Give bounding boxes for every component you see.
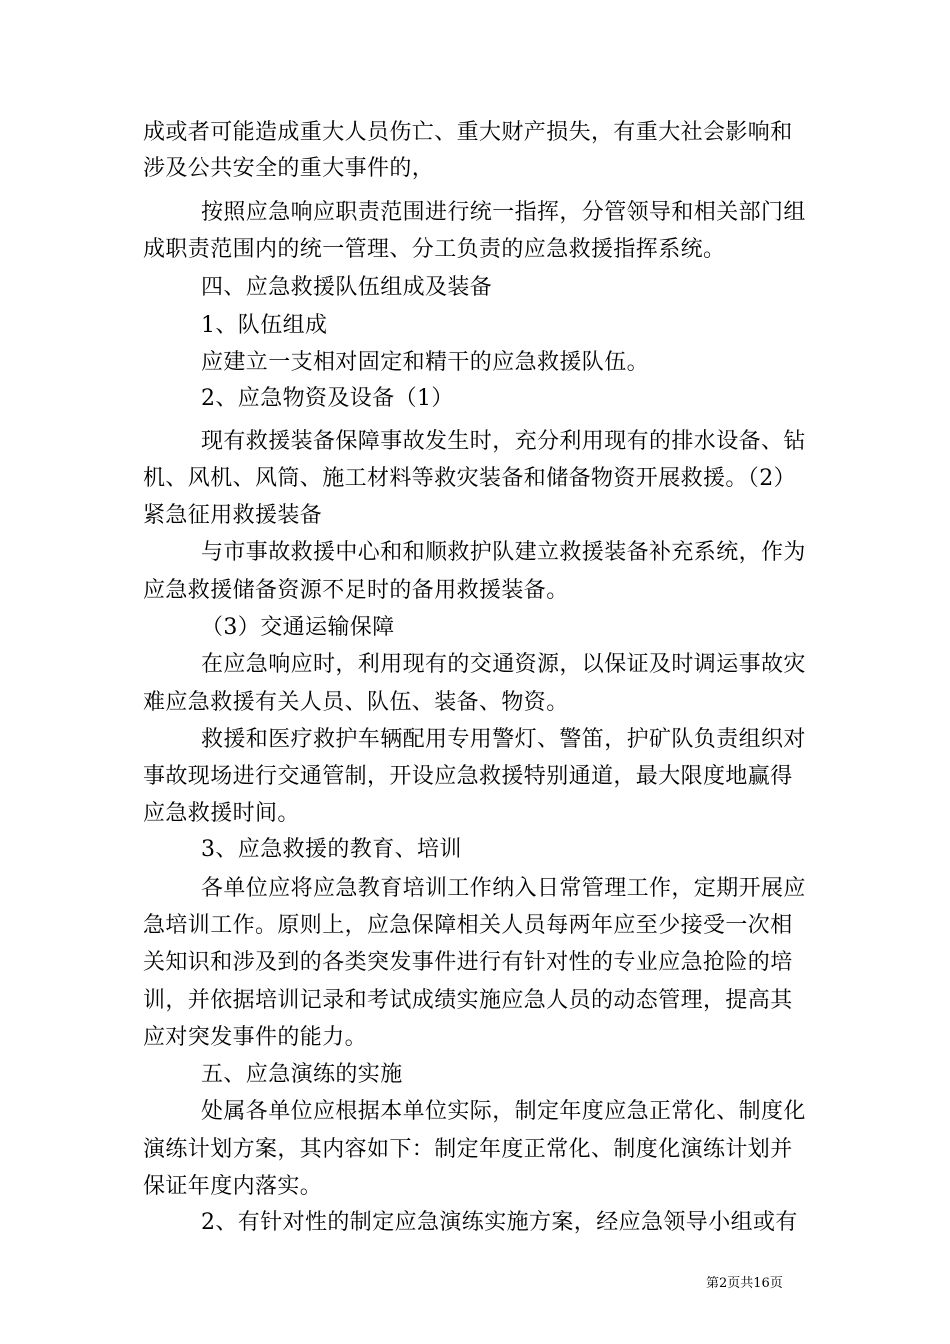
text-line: 事故现场进行交通管制，开设应急救援特别通道，最大限度地赢得 (143, 764, 793, 789)
text-line: 涉及公共安全的重大事件的， (143, 156, 435, 181)
text-line: 各单位应将应急教育培训工作纳入日常管理工作，定期开展应 (201, 876, 806, 901)
subsection-heading: （3）交通运输保障 (201, 615, 395, 640)
text-line: 救援和医疗救护车辆配用专用警灯、警笛，护矿队负责组织对 (201, 727, 806, 752)
text-line: 应急救援时间。 (143, 801, 300, 826)
text-line: 按照应急响应职责范围进行统一指挥，分管领导和相关部门组 (201, 200, 806, 225)
text-line: 机、风机、风筒、施工材料等救灾装备和储备物资开展救援。（2） (143, 466, 796, 491)
text-line: 成职责范围内的统一管理、分工负责的应急救援指挥系统。 (143, 237, 726, 262)
text-line: 与市事故救援中心和和顺救护队建立救援装备补充系统，作为 (201, 540, 806, 565)
section-heading: 五、应急演练的实施 (201, 1062, 403, 1087)
text-line: 训，并依据培训记录和考试成绩实施应急人员的动态管理，提高其 (143, 988, 793, 1013)
page-number-footer: 第2页共16页 (706, 1276, 783, 1291)
text-line: 应急救援储备资源不足时的备用救援装备。 (143, 578, 569, 603)
subsection-heading: 2、应急物资及设备（1） (201, 386, 454, 411)
text-line: 难应急救援有关人员、队伍、装备、物资。 (143, 690, 569, 715)
text-line: 成或者可能造成重大人员伤亡、重大财产损失，有重大社会影响和 (143, 120, 793, 145)
text-line: 关知识和涉及到的各类突发事件进行有针对性的专业应急抢险的培 (143, 950, 793, 975)
subsection-heading: 1、队伍组成 (201, 313, 328, 338)
text-line: 急培训工作。原则上，应急保障相关人员每两年应至少接受一次相 (143, 913, 793, 938)
subsection-heading: 3、应急救援的教育、培训 (201, 837, 462, 862)
text-line: 2、有针对性的制定应急演练实施方案，经应急领导小组或有 (201, 1210, 798, 1235)
text-line: 紧急征用救援装备 (143, 503, 323, 528)
section-heading: 四、应急救援队伍组成及装备 (201, 275, 493, 300)
text-line: 保证年度内落实。 (143, 1174, 323, 1199)
text-line: 演练计划方案，其内容如下：制定年度正常化、制度化演练计划并 (143, 1137, 793, 1162)
text-line: 现有救援装备保障事故发生时，充分利用现有的排水设备、钻 (201, 429, 806, 454)
text-line: 应建立一支相对固定和精干的应急救援队伍。 (201, 350, 650, 375)
text-line: 在应急响应时，利用现有的交通资源，以保证及时调运事故灾 (201, 652, 806, 677)
text-line: 应对突发事件的能力。 (143, 1025, 368, 1050)
text-line: 处属各单位应根据本单位实际，制定年度应急正常化、制度化 (201, 1099, 806, 1124)
